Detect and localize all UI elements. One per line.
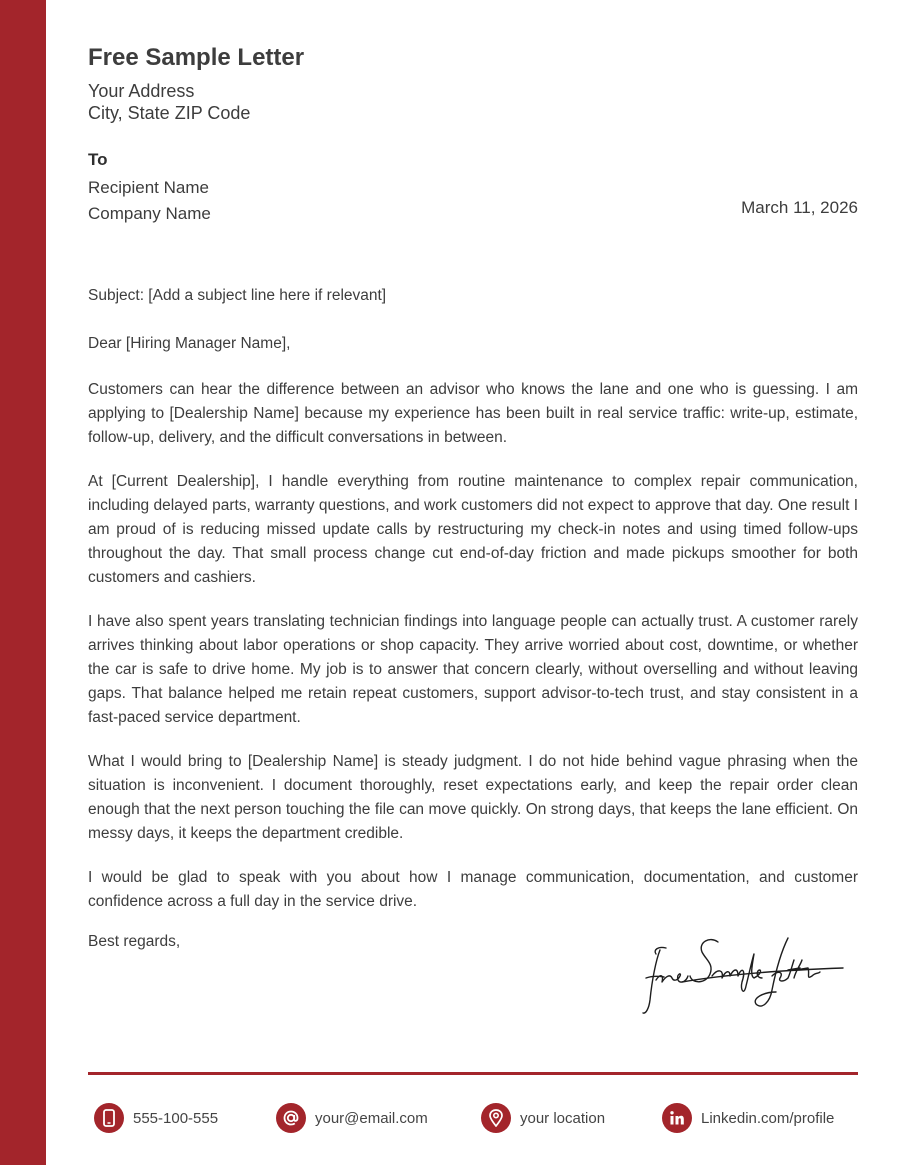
phone-number: 555-100-555 xyxy=(133,1109,219,1127)
handwritten-signature xyxy=(638,930,848,1020)
footer-divider xyxy=(88,1072,858,1075)
subject-line: Subject: [Add a subject line here if relevant] xyxy=(88,287,387,304)
body-paragraph: I have also spent years translating technician findings into language people can actually trust. A customer rarely arrives thinking about labor operations or shop capacity. They arrive worried about cost, downtime, or whether the car is safe to drive home. My job is to answer that concern clearly, without overselling and without leaving gaps. That balance helped me retain repeat customers, support advisor-to-tech trust, and stay consistent in a fast-paced service department. xyxy=(88,613,858,726)
location-text: your location xyxy=(520,1109,606,1127)
letter-title: Free Sample Letter xyxy=(88,44,305,71)
body-paragraph: At [Current Dealership], I handle everything from routine maintenance to complex repair communication, including delayed parts, warranty questions, and work customers did not expect to approve that day. One result I am proud of is reducing missed update calls by restructuring my check-in notes and using timed follow-ups throughout the day. That small process change cut end-of-day friction and made pickups smoother for both customers and cashiers. xyxy=(88,473,858,586)
letter-body xyxy=(88,378,858,934)
recipient-block xyxy=(88,175,211,227)
email-address[interactable]: your@email.com xyxy=(315,1109,428,1127)
side-accent-bar xyxy=(0,0,46,1165)
phone-icon xyxy=(94,1103,124,1133)
closing: Best regards, xyxy=(88,933,181,950)
contact-email xyxy=(276,1102,428,1134)
to-label: To xyxy=(88,150,108,169)
sender-address-line2: City, State ZIP Code xyxy=(88,103,251,123)
sender-address-line1: Your Address xyxy=(88,81,195,101)
email-at-icon xyxy=(276,1103,306,1133)
linkedin-url[interactable]: Linkedin.com/profile xyxy=(701,1109,835,1127)
body-paragraph: What I would bring to [Dealership Name] is steady judgment. I do not hide behind vague phrasing when the situation is inconvenient. I document thoroughly, reset expectations early, and keep the repair order clean enough that the next person touching the file can move quickly. On strong days, that keeps the lane efficient. On messy days, it keeps the department credible. xyxy=(88,753,858,842)
contact-phone xyxy=(94,1102,218,1134)
body-paragraph: Customers can hear the difference between an advisor who knows the lane and one who is guessing. I am applying to [Dealership Name] because my experience has been built in real service traffic: write-up, estimate, follow-up, delivery, and the difficult conversations in between. xyxy=(88,381,858,446)
body-paragraph: I would be glad to speak with you about how I manage communication, documentation, and customer confidence across a full day in the service drive. xyxy=(88,869,858,910)
letter-date: March 11, 2026 xyxy=(741,198,858,217)
greeting: Dear [Hiring Manager Name], xyxy=(88,335,291,352)
recipient-company: Company Name xyxy=(88,204,211,223)
contact-linkedin xyxy=(662,1102,834,1134)
sender-address xyxy=(88,80,250,124)
location-pin-icon xyxy=(481,1103,511,1133)
linkedin-icon xyxy=(662,1103,692,1133)
contact-location xyxy=(481,1102,605,1134)
recipient-name: Recipient Name xyxy=(88,178,209,197)
